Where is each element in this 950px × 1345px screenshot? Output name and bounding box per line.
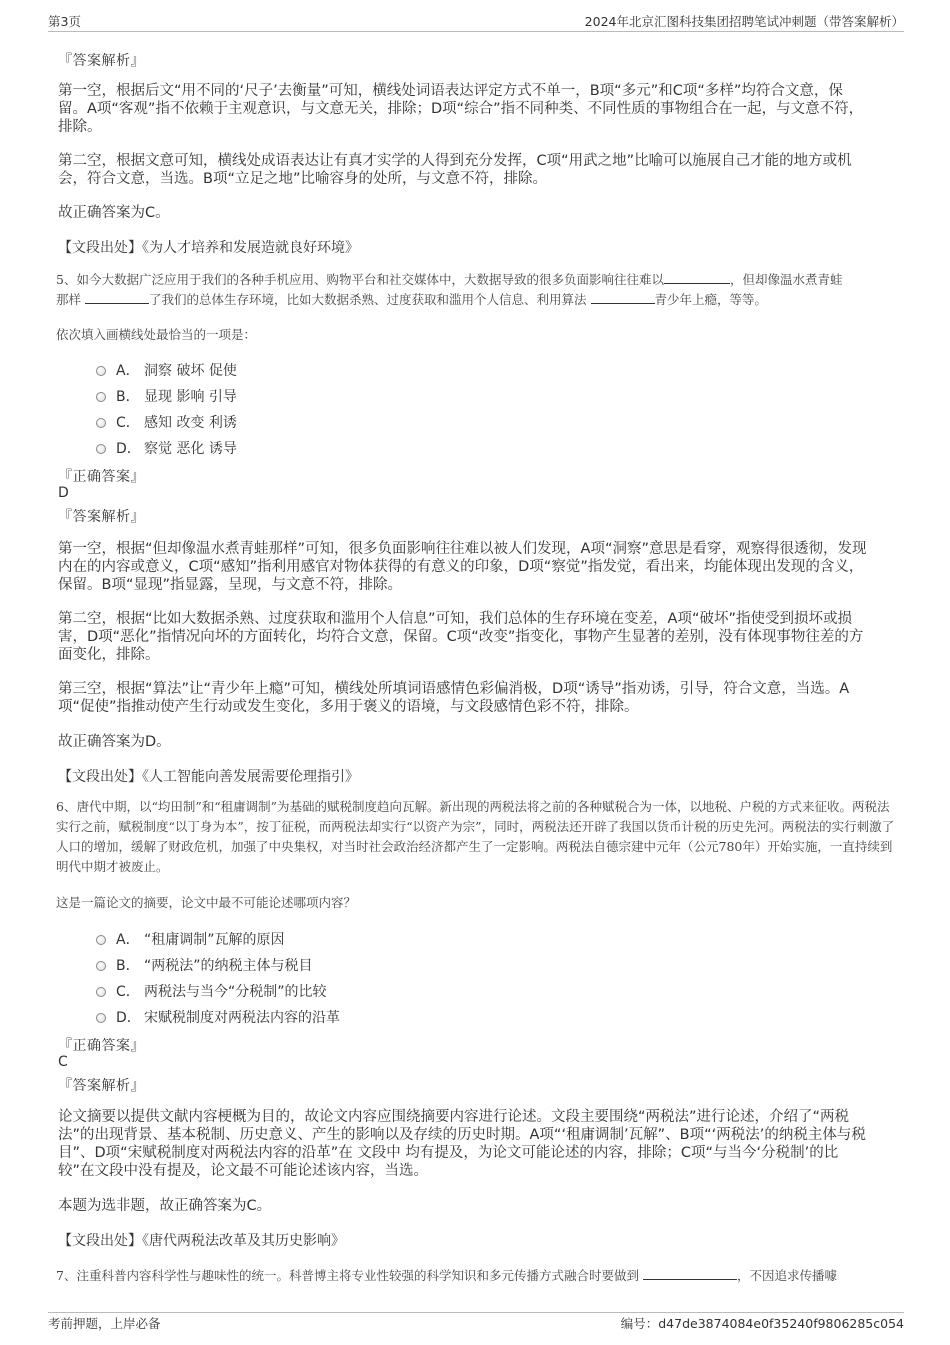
analysis-paragraph: 第一空，根据“但却像温水煮青蛙那样”可知，很多负面影响往往难以被人们发现，A项“洞察”意思是看穿，观察得很透彻，发现内在的内容或意义，C项“感知”指利用感官对物体获得的有意义的印象，D项“察觉”指发觉，看出来，均能体现出发现的含义，保留。B项“显现”指显露，呈现，与文意不符，排除。 [58,541,867,593]
option-b[interactable]: B． “两税法”的纳税主体与税目 [96,955,313,975]
analysis-conclusion: 故正确答案为D。 [58,734,171,750]
radio-icon[interactable] [96,935,106,945]
analysis-conclusion: 本题为选非题，故正确答案为C。 [58,1198,272,1214]
question-stem: 7、注重科普内容科学性与趣味性的统一。科普博主将专业性较强的科学知识和多元传播方式融合时要做到 ，不因追求传播噱 [56,1268,837,1283]
document-title: 2024年北京汇图科技集团招聘笔试冲刺题（带答案解析） [584,14,904,29]
radio-icon[interactable] [96,366,106,376]
correct-answer-label: 『正确答案』 [58,1038,145,1054]
header-divider [48,31,904,32]
radio-icon[interactable] [96,987,106,997]
analysis-label: 『答案解析』 [58,509,145,525]
correct-answer-label: 『正确答案』 [58,469,145,485]
document-id: 编号：d47de3874084e0f35240f9806285c054 [620,1316,904,1331]
radio-icon[interactable] [96,961,106,971]
source-citation: 【文段出处】《人工智能向善发展需要伦理指引》 [58,769,359,785]
radio-icon[interactable] [96,1013,106,1023]
analysis-paragraph: 论文摘要以提供文献内容梗概为目的，故论文内容应围绕摘要内容进行论述。文段主要围绕“两税法”进行论述，介绍了“两税法”的出现背景、基本税制、历史意义、产生的影响以及存续的历史时期。A项“‘租庸调制’瓦解”、B项“‘两税法’的纳税主体与税目”、D项“宋赋税制度对两税法内容的沿革”在 文段中 均有提及，为论文可能论述的内容，排除；C项“与当今‘分税制’的比较”在文段中没有提及，论文最不可能论述该内容，当选。 [58,1109,866,1179]
source-citation: 【文段出处】《为人才培养和发展造就良好环境》 [58,240,359,256]
option-d[interactable]: D． 宋赋税制度对两税法内容的沿革 [96,1007,340,1027]
correct-answer: C [58,1054,68,1070]
fill-blank [85,291,149,304]
question-prompt: 这是一篇论文的摘要，论文中最不可能论述哪项内容？ [56,895,357,910]
fill-blank [643,1267,737,1280]
correct-answer: D [58,485,69,501]
fill-blank [591,291,655,304]
question-stem: 5、如今大数据广泛应用于我们的各种手机应用、购物平台和社交媒体中，大数据导致的很多负面影响往往难以 ，但却像温水煮青蛙 那样 了我们的总体生存环境，比如大数据杀熟、过度获取和滥用个人信息、利用算法 青少年上瘾，等等。 [56,272,843,307]
footer-divider [48,1312,904,1313]
radio-icon[interactable] [96,418,106,428]
page-number: 第3页 [48,14,81,29]
option-a[interactable]: A． “租庸调制”瓦解的原因 [96,929,285,949]
footer-slogan: 考前押题，上岸必备 [48,1316,161,1331]
analysis-paragraph: 第二空，根据文意可知，横线处成语表达让有真才实学的人得到充分发挥，C项“用武之地”比喻可以施展自己才能的地方或机会，符合文意，当选。B项“立足之地”比喻容身的处所，与文意不符，排除。 [58,153,852,187]
radio-icon[interactable] [96,392,106,402]
analysis-paragraph: 第三空，根据“算法”让“青少年上瘾”可知，横线处所填词语感情色彩偏消极，D项“诱导”指劝诱，引导，符合文意，当选。A项“促使”指推动使产生行动或发生变化，多用于褒义的语境，与文段感情色彩不符，排除。 [58,681,850,715]
option-d[interactable]: D． 察觉 恶化 诱导 [96,438,237,458]
analysis-label: 『答案解析』 [58,1078,145,1094]
analysis-label: 『答案解析』 [58,53,145,69]
option-c[interactable]: C． 感知 改变 利诱 [96,412,237,432]
radio-icon[interactable] [96,444,106,454]
option-a[interactable]: A． 洞察 破坏 促使 [96,360,237,380]
fill-blank [664,271,730,284]
analysis-paragraph: 第二空，根据“比如大数据杀熟、过度获取和滥用个人信息”可知，我们总体的生存环境在变差，A项“破坏”指使受到损坏或损害，D项“恶化”指情况向坏的方面转化，均符合文意，保留。C项“改变”指变化，事物产生显著的差别，没有体现事物往差的方面变化，排除。 [58,611,864,663]
question-prompt: 依次填入画横线处最恰当的一项是： [56,327,257,342]
option-b[interactable]: B． 显现 影响 引导 [96,386,237,406]
analysis-paragraph: 第一空，根据后文“用不同的‘尺子’去衡量”可知，横线处词语表达评定方式不单一，B项“多元”和C项“多样”均符合文意，保留。A项“客观”指不依赖于主观意识，与文意无关，排除；D项“综合”指不同种类、不同性质的事物组合在一起，与文意不符，排除。 [58,83,864,135]
analysis-conclusion: 故正确答案为C。 [58,205,170,221]
source-citation: 【文段出处】《唐代两税法改革及其历史影响》 [58,1233,345,1249]
option-c[interactable]: C． 两税法与当今“分税制”的比较 [96,981,327,1001]
question-stem: 6、唐代中期，以“均田制”和“租庸调制”为基础的赋税制度趋向瓦解。新出现的两税法将之前的各种赋税合为一体，以地税、户税的方式来征收。两税法实行之前，赋税制度“以丁身为本”，按丁征税，而两税法却实行“以资产为宗”，同时，两税法还开辟了我国以货币计税的历史先河。两税法的实行刺激了人口的增加，缓解了财政危机，加强了中央集权，对当时社会政治经济都产生了一定影响。两税法自德宗建中元年（公元780年）开始实施，一直持续到明代中期才被废止。 [56,799,895,874]
